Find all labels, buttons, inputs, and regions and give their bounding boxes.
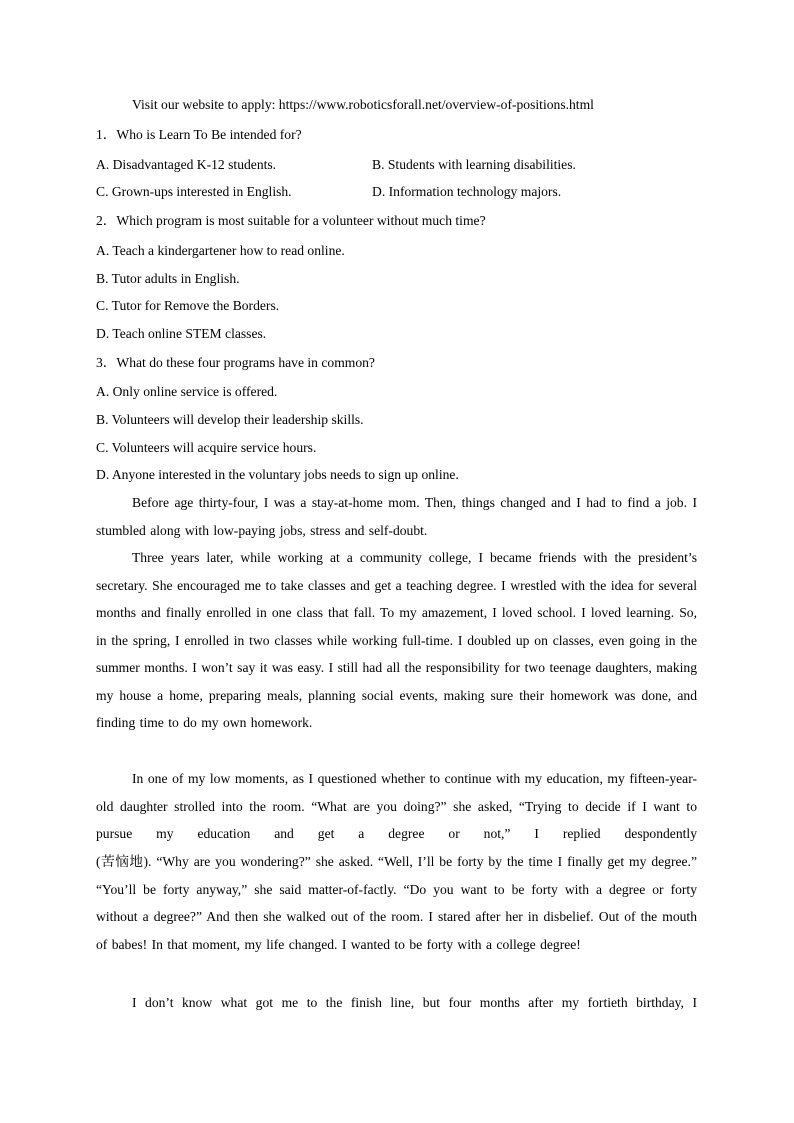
passage-paragraph-3-part-1: In one of my low moments, as I questioned whether to continue with my education, my fifteen-year-old daughter strolled into the room. “What are you doing?” she asked, “Trying to decide if I want to pursue my education and get a degree or not,” I replied despondently — [96, 771, 697, 842]
passage-paragraph-2: Three years later, while working at a community college, I became friends with the president’s secretary. She encouraged me to take classes and get a teaching degree. I wrestled with the idea for several months and finally enrolled in one class that fall. To my amazement, I loved school. I loved learning. So, in the spring, I enrolled in two classes while working full-time. I doubled up on classes, even going in the summer months. I won’t say it was easy. I still had all the responsibility for two teenage daughters, making my house a home, preparing meals, planning social events, making sure their homework was done, and finding time to do my own homework. — [96, 550, 697, 731]
question-3-stem: 3．What do these four programs have in common? — [96, 355, 375, 370]
question-2-option-b: B. Tutor adults in English. — [96, 271, 240, 286]
question-2-option-c: C. Tutor for Remove the Borders. — [96, 298, 280, 313]
visit-website-line: Visit our website to apply: https://www.roboticsforall.net/overview-of-positions.html — [132, 97, 594, 112]
question-3-option-a: A. Only online service is offered. — [96, 384, 278, 399]
question-3-option-c: C. Volunteers will acquire service hours. — [96, 440, 317, 455]
question-2-option-d: D. Teach online STEM classes. — [96, 326, 267, 341]
question-3-option-d: D. Anyone interested in the voluntary jobs needs to sign up online. — [96, 467, 459, 482]
passage-paragraph-4: I don’t know what got me to the finish line, but four months after my fortieth birthday, I — [132, 995, 697, 1010]
question-1-option-c: C. Grown-ups interested in English. — [96, 184, 292, 199]
question-1-option-a: A. Disadvantaged K-12 students. — [96, 157, 277, 172]
question-1-option-b: B. Students with learning disabilities. — [372, 157, 576, 172]
question-2-option-a: A. Teach a kindergartener how to read online. — [96, 243, 345, 258]
question-1-stem: 1．Who is Learn To Be intended for? — [96, 127, 302, 142]
passage-paragraph-1: Before age thirty-four, I was a stay-at-home mom. Then, things changed and I had to find a job. I stumbled along with low-paying jobs, stress and self-doubt. — [96, 495, 697, 538]
question-1-option-d: D. Information technology majors. — [372, 184, 562, 199]
question-2-stem: 2．Which program is most suitable for a volunteer without much time? — [96, 213, 486, 228]
passage-paragraph-3-part-2: (苦恼地). “Why are you wondering?” she asked. “Well, I’ll be forty by the time I finally get my degree.” “You’ll be forty anyway,” she said matter-of-factly. “Do you want to be forty with a degree or forty without a degree?” And then she walked out of the room. I stared after her in disbelief. Out of the mouth of babes! In that moment, my life changed. I wanted to be forty with a college degree! — [96, 854, 697, 952]
question-3-option-b: B. Volunteers will develop their leadership skills. — [96, 412, 364, 427]
